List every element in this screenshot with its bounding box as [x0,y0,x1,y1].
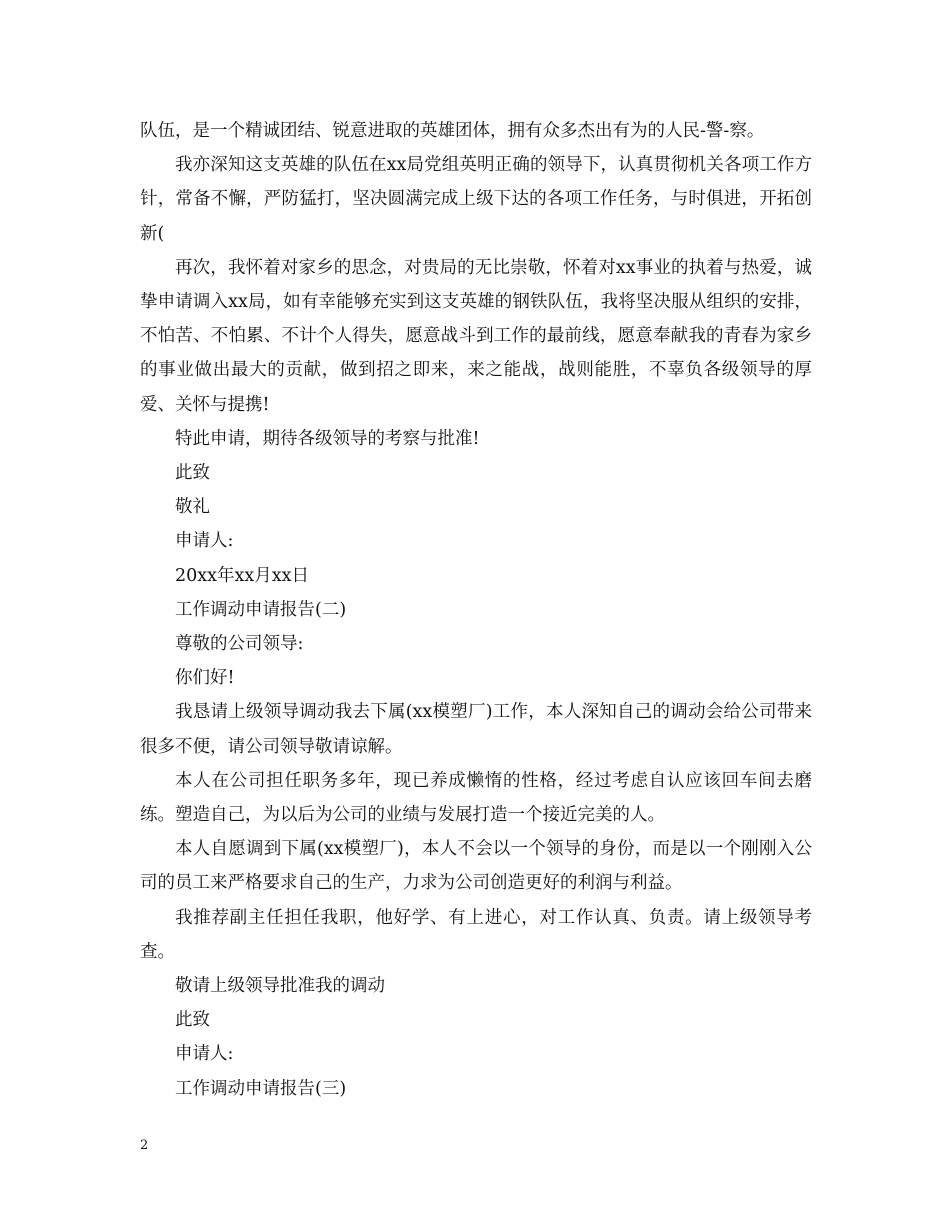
document-body [140,114,812,1106]
paragraph-application-request: 再次，我怀着对家乡的思念，对贵局的无比崇敬，怀着对xx事业的执着与热爱，诚挚申请调入xx局，如有幸能够充实到这支英雄的钢铁队伍，我将坚决服从组织的安排，不怕苦、不怕累、不计个人得失，愿意战斗到工作的最前线，愿意奉献我的青春为家乡的事业做出最大的贡献，做到招之即来，来之能战，战则能胜，不辜负各级领导的厚爱、关怀与提携! [140,257,812,415]
paragraph-transfer-request: 我恳请上级领导调动我去下属(xx模塑厂)工作，本人深知自己的调动会给公司带来很多不便，请公司领导敬请谅解。 [140,702,812,757]
paragraph-awaiting-approval: 特此申请，期待各级领导的考察与批准! [175,428,480,449]
date-line: 20xx年xx月xx日 [175,565,309,586]
paragraph-team-description: 队伍，是一个精诚团结、锐意进取的英雄团体，拥有众多杰出有为的人民-警-察。 [140,121,765,141]
paragraph-recommendation: 我推荐副主任担任我职，他好学、有上进心，对工作认真、负责。请上级领导考查。 [140,907,812,962]
page-number: 2 [140,1138,149,1153]
paragraph-approval-request: 敬请上级领导批准我的调动 [175,976,385,997]
closing-jingli: 敬礼 [175,497,210,518]
section-heading-report-two: 工作调动申请报告(二) [175,599,347,620]
closing-cizhi-two: 此致 [175,1010,210,1031]
paragraph-voluntary-transfer: 本人自愿调到下属(xx模塑厂)，本人不会以一个领导的身份，而是以一个刚刚入公司的员工来严格要求自己的生产，力求为公司创造更好的利润与利益。 [140,839,812,894]
section-heading-report-three: 工作调动申请报告(三) [175,1078,347,1099]
salutation: 尊敬的公司领导: [175,634,304,655]
applicant-label-two: 申请人: [175,1044,234,1065]
paragraph-self-reflection: 本人在公司担任职务多年，现已养成懒惰的性格，经过考虑自认应该回车间去磨练。塑造自己，为以后为公司的业绩与发展打造一个接近完美的人。 [140,770,812,826]
greeting: 你们好! [175,668,235,689]
paragraph-team-leadership: 我亦深知这支英雄的队伍在xx局党组英明正确的领导下，认真贯彻机关各项工作方针，常备不懈，严防猛打，坚决圆满完成上级下达的各项工作任务，与时俱进，开拓创新( [140,155,812,244]
closing-cizhi: 此致 [175,463,210,484]
applicant-label: 申请人: [175,531,234,552]
